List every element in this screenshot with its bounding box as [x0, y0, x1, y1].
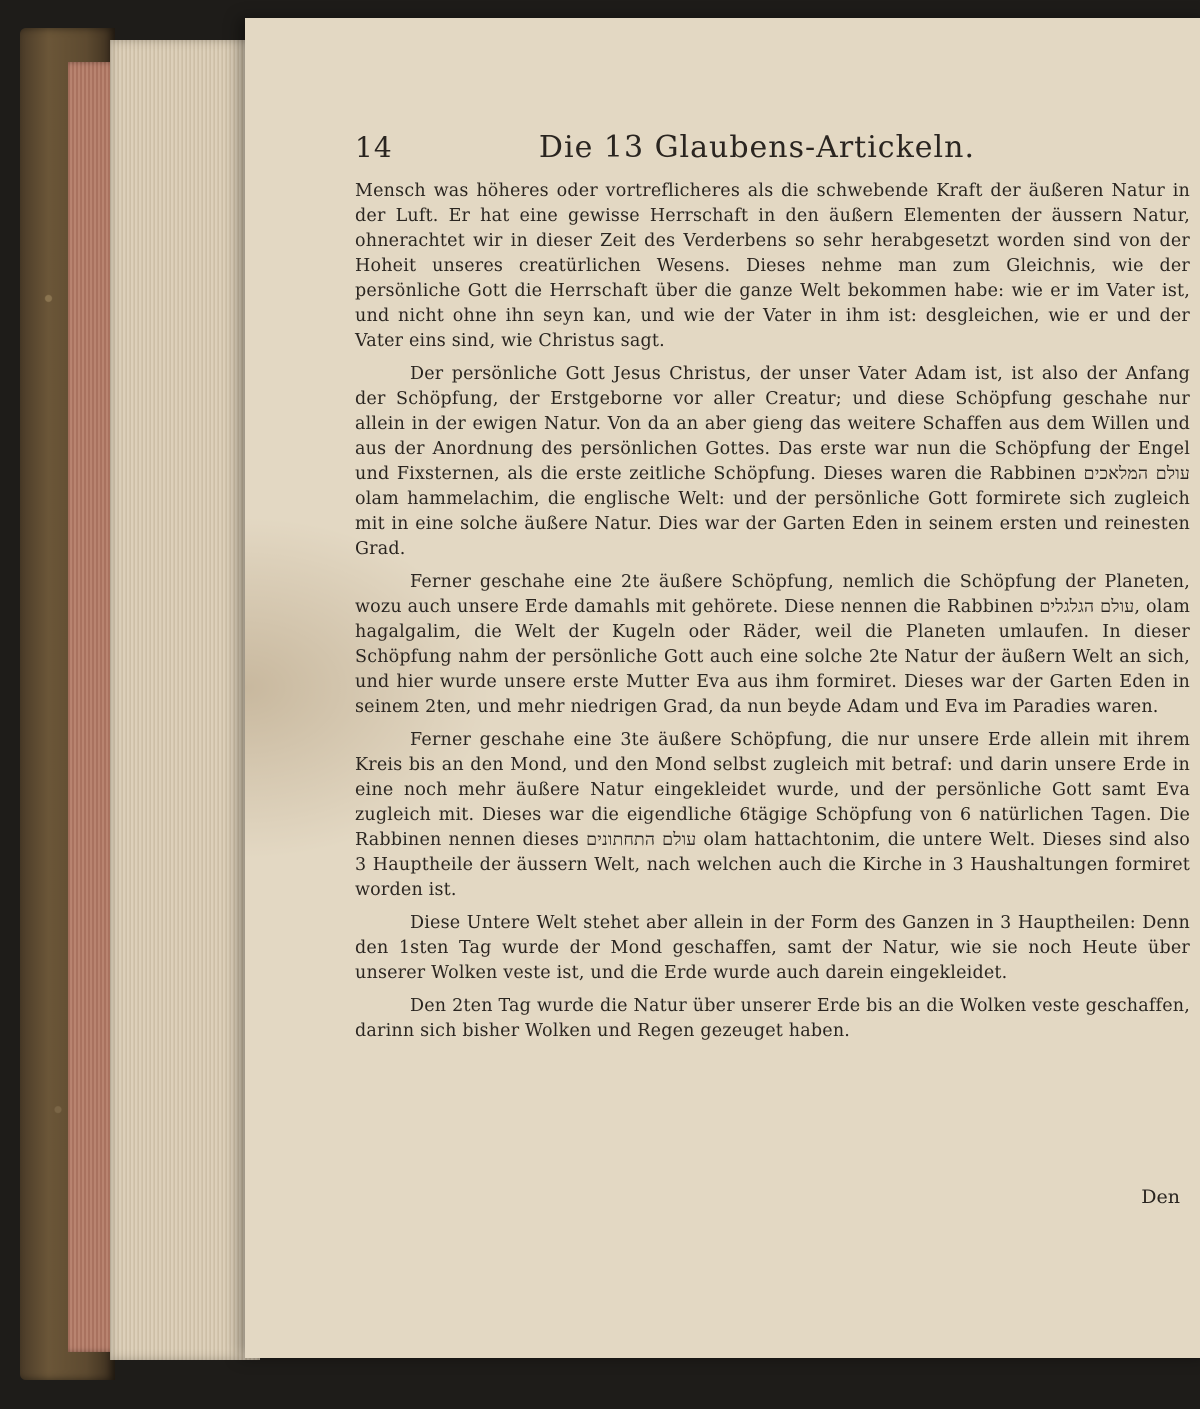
page-title: Die 13 Glaubens-Artickeln.	[538, 130, 975, 165]
running-head	[355, 130, 975, 165]
paragraph: Mensch was höheres oder vortreflicheres als die schwebende Kraft der äußeren Natur in der Luft. Er hat eine gewisse Herrschaft in den äußern Elementen der äussern Natur, ohnerachtet wir in dieser Zeit des Verderbens so sehr herabgesetzt worden sind von der Hoheit unseres creatürlichen Wesens. Dieses nehme man zum Gleichnis, wie der persönliche Gott die Herrschaft über die ganze Welt bekommen habe: wie er im Vater ist, und nicht ohne ihn seyn kan, und wie der Vater in ihm ist: desgleichen, wie er und der Vater eins sind, wie Christus sagt.	[355, 181, 1190, 351]
page-number: 14	[355, 131, 393, 164]
text-block	[355, 130, 1190, 1052]
catchword: Den	[1141, 1186, 1180, 1208]
paragraph: Diese Untere Welt stehet aber allein in der Form des Ganzen in 3 Hauptheilen: Denn den 1sten Tag wurde der Mond geschaffen, samt der Natur, wie sie noch Heute über unserer Wolken veste ist, und die Erde wurde auch darein eingekleidet.	[355, 913, 1190, 983]
paragraph: Ferner geschahe eine 3te äußere Schöpfung, die nur unsere Erde allein mit ihrem Kreis bis an den Mond, und den Mond selbst zugleich mit betraf: und darin unsere Erde in eine noch mehr äußere Natur eingekleidet wurde, und der persönliche Gott samt Eva zugleich mit. Dieses war die eigendliche 6tägige Schöpfung von 6 natürlichen Tagen. Die Rabbinen nennen dieses עולם התחתונים olam hattachtonim, die untere Welt. Dieses sind also 3 Hauptheile der äussern Welt, nach welchen auch die Kirche in 3 Haushaltungen formiret worden ist.	[355, 730, 1190, 900]
paragraph: Den 2ten Tag wurde die Natur über unserer Erde bis an die Wolken veste geschaffen, darinn sich bisher Wolken und Regen gezeuget haben.	[355, 996, 1190, 1041]
book-page	[245, 18, 1200, 1358]
body-text	[355, 179, 1190, 1044]
paragraph: Ferner geschahe eine 2te äußere Schöpfung, nemlich die Schöpfung der Planeten, wozu auch unsere Erde damahls mit gehörete. Diese nennen die Rabbinen עולם הגלגלים, olam hagalgalim, die Welt der Kugeln oder Räder, weil die Planeten umlaufen. In dieser Schöpfung nahm der persönliche Gott auch eine solche 2te Natur der äußern Welt an sich, und hier wurde unsere erste Mutter Eva aus ihm formiret. Dieses war der Garten Eden in seinem 2ten, und mehr niedrigen Grad, da nun beyde Adam und Eva im Paradies waren.	[355, 572, 1190, 717]
page-stack	[110, 40, 260, 1360]
paragraph: Der persönliche Gott Jesus Christus, der unser Vater Adam ist, ist also der Anfang der Schöpfung, der Erstgeborne vor aller Creatur; und diese Schöpfung geschahe nur allein in der ewigen Natur. Von da an aber gieng das weitere Schaffen aus dem Willen und aus der Anordnung des persönlichen Gottes. Das erste war nun die Schöpfung der Engel und Fixsternen, als die erste zeitliche Schöpfung. Dieses waren die Rabbinen עולם המלאכים olam hammelachim, die englische Welt: und der persönliche Gott formirete sich zugleich mit in eine solche äußere Natur. Dies war der Garten Eden in seinem ersten und reinesten Grad.	[355, 364, 1190, 559]
